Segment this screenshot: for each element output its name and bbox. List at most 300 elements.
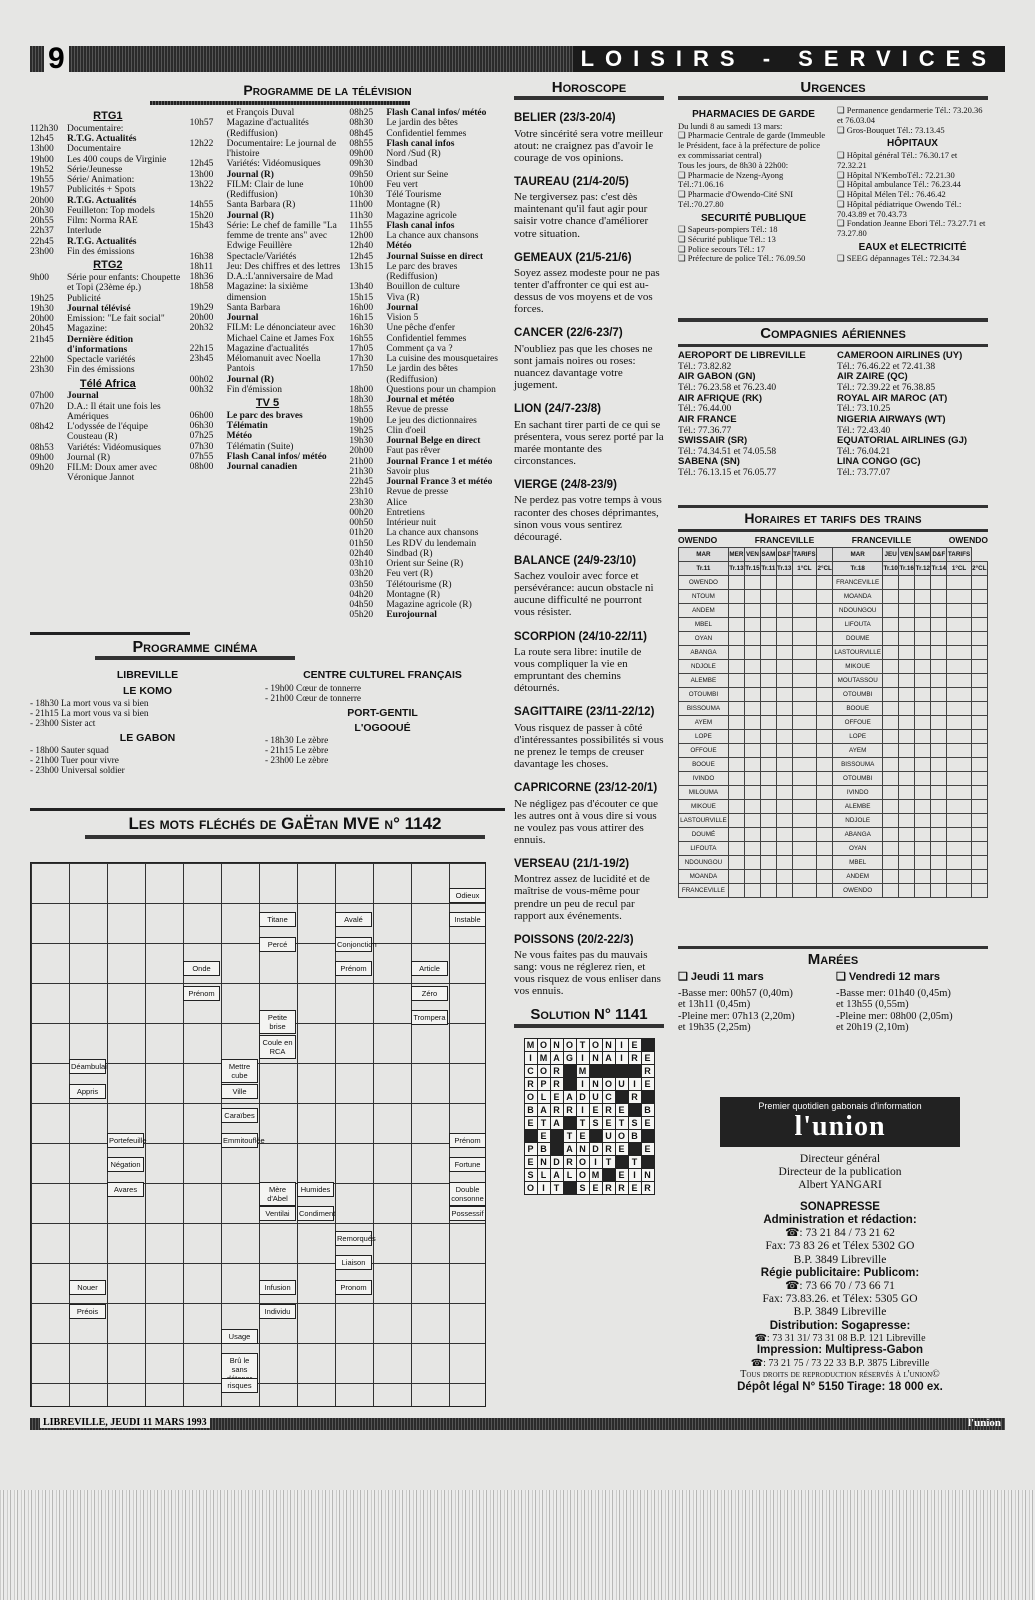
train-cell [776, 688, 792, 702]
solution-cell: P [524, 1142, 537, 1155]
train-cell [792, 744, 816, 758]
train-cell [817, 842, 833, 856]
tv-time: 11h30 [349, 210, 373, 221]
train-cell [931, 604, 947, 618]
tv-show: Journal France 3 et météo [386, 477, 493, 488]
train-cell [744, 716, 760, 730]
solution-cell: E [537, 1129, 550, 1142]
tv-show: Vision 5 [386, 313, 419, 324]
tv-time: 22h45 [349, 477, 374, 488]
train-cell [792, 786, 816, 800]
train-cell [792, 688, 816, 702]
train-cell [817, 772, 833, 786]
urgences-line: ❑ Permanence gendarmerie Tél.: 73.20.36 et 76.03.04 [837, 105, 983, 125]
tv-program-row [349, 487, 505, 497]
solution-cell [641, 1038, 654, 1051]
tv-time: 16h30 [349, 323, 374, 334]
train-station-right: OYAN [833, 842, 883, 856]
tv-time: 20h45 [30, 324, 54, 335]
train-cell [947, 688, 971, 702]
crossword-clue: Conjonction [335, 937, 372, 952]
tv-program-row [349, 395, 505, 405]
tv-program-row [349, 385, 505, 395]
solution-cell: A [537, 1103, 550, 1116]
marees-d2-l1: et 13h55 (0,55m) [836, 999, 909, 1011]
tv-time: 11h00 [349, 200, 373, 211]
train-cell [899, 842, 915, 856]
solution-cell: D [576, 1090, 589, 1103]
tv-show: Alice [386, 497, 407, 508]
train-cell [931, 576, 947, 590]
train-sub-row [679, 562, 988, 576]
train-station-right: OTOUMBI [833, 772, 883, 786]
train-station-right: OFFOUE [833, 716, 883, 730]
union-logo: l'union [794, 1111, 886, 1142]
tv-time: 21h45 [30, 334, 54, 345]
urgences-line: ❑ Préfecture de police Tél.: 76.09.50 [678, 253, 806, 264]
tv-program-row [349, 190, 505, 200]
tv-show: Télématin (Suite) [226, 441, 294, 452]
train-cell [931, 828, 947, 842]
solution-cell: E [641, 1077, 654, 1090]
train-station-right: ABANGA [833, 828, 883, 842]
train-cell [899, 632, 915, 646]
solution-cell: I [628, 1168, 641, 1181]
tv-show: Magazine: la sixième dimension [226, 282, 308, 303]
solution-cell [641, 1090, 654, 1103]
train-cell [744, 884, 760, 898]
tv-time: 04h50 [349, 600, 374, 611]
union-rights: Tous droits de reproduction réservés à l'union© [740, 1369, 940, 1381]
solution-row [524, 1142, 654, 1155]
cinema-venue: LIBREVILLE [116, 669, 179, 682]
tv-show: Publicités + Spots [67, 185, 136, 196]
train-row [679, 772, 988, 786]
tv-show: Viva (R) [386, 292, 420, 303]
train-cell [883, 618, 899, 632]
tv-program-row [349, 467, 505, 477]
solution-cell: R [602, 1103, 615, 1116]
crossword-title: Les mots fléchés de GaËtan MVE n° 1142 [85, 815, 485, 839]
tv-program-row [349, 282, 505, 292]
train-cell [761, 828, 777, 842]
train-cell [792, 618, 816, 632]
train-cell [728, 842, 744, 856]
tv-show: Sindbad (R) [386, 548, 433, 559]
tv-show: Flash canal infos [386, 220, 455, 231]
train-sub-cell: Tr.10 [883, 562, 899, 576]
tv-show: Savoir plus [386, 466, 430, 477]
crossword-clue: Zéro [411, 986, 448, 1001]
train-sub-cell: Tr.12 [915, 562, 931, 576]
tv-program-row [190, 252, 346, 262]
train-cell [899, 758, 915, 772]
tv-time: 21h00 [349, 456, 374, 467]
train-cell [915, 576, 931, 590]
train-cell [883, 674, 899, 688]
solution-cell: E [524, 1155, 537, 1168]
train-station-right: ANDEM [833, 870, 883, 884]
solution-cell: S [576, 1181, 589, 1194]
train-cell [971, 744, 987, 758]
horoscope-text: Montrez assez de lucidité et de maîtrise de vous-même pour prendre un peu de recul par rapport aux événements. [514, 873, 650, 922]
train-cell [971, 660, 987, 674]
solution-cell: R [550, 1064, 563, 1077]
solution-cell: I [524, 1051, 537, 1064]
tv-time: 09h50 [349, 169, 374, 180]
train-cell [971, 590, 987, 604]
train-cell [915, 842, 931, 856]
crossword-clue: Article [411, 961, 448, 976]
marees-day-1-label: ❑ Jeudi 11 mars [678, 971, 764, 984]
tv-channel-heading: RTG2 [93, 259, 123, 272]
train-cell [761, 884, 777, 898]
train-cell [792, 842, 816, 856]
crossword-clue: Appris [69, 1084, 106, 1099]
tv-program-row [349, 436, 505, 446]
train-cell [761, 632, 777, 646]
airlines [678, 318, 988, 479]
tv-show: Le parc des braves [226, 410, 303, 421]
train-cell [915, 590, 931, 604]
tv-show: Questions pour un champion [386, 384, 496, 395]
tv-show: Montagne (R) [386, 200, 440, 211]
tv-time: 18h11 [189, 261, 214, 272]
tv-program-row [190, 200, 346, 210]
tv-program-row [190, 180, 346, 201]
tv-time: 19h29 [189, 302, 214, 313]
tv-show: Journal télévisé [67, 303, 131, 314]
tv-time: 09h30 [349, 159, 374, 170]
union-line-0: Directeur général [799, 1153, 881, 1165]
airline-phone: Tél.: 73.77.07 [837, 468, 891, 479]
train-cell [776, 632, 792, 646]
train-cell [776, 590, 792, 604]
airline-name: EQUATORIAL AIRLINES (GJ) [837, 435, 968, 447]
train-sub-cell: 2°CL [817, 562, 833, 576]
train-cell [817, 814, 833, 828]
tv-time: 08h25 [349, 108, 374, 119]
tv-program-row [349, 334, 505, 344]
solution-cell: T [537, 1116, 550, 1129]
train-row [679, 590, 988, 604]
train-cell [931, 884, 947, 898]
union-bp2: B.P. 3849 Libreville [793, 1306, 887, 1319]
solution-cell: R [628, 1090, 641, 1103]
tv-time: 18h55 [349, 405, 374, 416]
tv-program-row [190, 344, 346, 354]
train-cell [899, 674, 915, 688]
train-cell [915, 618, 931, 632]
tv-time: 07h00 [30, 391, 54, 402]
marees-d2-l3: et 20h19 (2,10m) [836, 1022, 909, 1034]
cinema-showing: - 23h00 Universal soldier [30, 766, 125, 777]
horoscope-text: Soyez assez modeste pour ne pas tenter d'affronter ce qui est au-dessus de vos moyens et de vos forces. [514, 267, 660, 316]
crossword-clue: Préois [69, 1304, 106, 1319]
solution-cell: D [589, 1142, 602, 1155]
tv-show: Feu vert (R) [386, 569, 433, 580]
tv-show: Bouillon de culture [386, 282, 460, 293]
train-cell [761, 800, 777, 814]
train-cell [761, 814, 777, 828]
crossword-clue: Double consonne [449, 1182, 486, 1206]
solution-cell: I [615, 1051, 628, 1064]
horoscope-list [514, 112, 664, 997]
tv-time: 16h00 [349, 302, 374, 313]
train-cell [971, 842, 987, 856]
train-cell [744, 856, 760, 870]
tv-time: 03h10 [349, 559, 374, 570]
tv-program-row [190, 108, 346, 118]
airline-phone: Tél.: 76.46.22 et 72.41.38 [837, 361, 936, 372]
horoscope-sign: CANCER (22/6-23/7) [514, 327, 623, 340]
cinema-right-column [265, 666, 500, 776]
airline-name: SWISSAIR (SR) [678, 435, 748, 447]
train-cell [971, 730, 987, 744]
tv-time: 07h30 [189, 441, 214, 452]
train-sub-cell: 2°CL [971, 562, 987, 576]
train-cell [728, 632, 744, 646]
urgences-line: ❑ Sécurité publique Tél.: 13 [678, 233, 776, 244]
urgences-heading: PHARMACIES DE GARDE [692, 109, 815, 121]
tv-time: 09h20 [30, 463, 54, 474]
solution-cell: D [550, 1155, 563, 1168]
train-station-right: MBEL [833, 856, 883, 870]
tv-time: 08h45 [349, 128, 374, 139]
crossword-clue: Emmitouflée [221, 1133, 258, 1148]
train-cell [728, 702, 744, 716]
train-station-right: MOUTASSOU [833, 674, 883, 688]
train-cell [817, 702, 833, 716]
tv-time: 20h30 [30, 205, 54, 216]
train-station-left: ALEMBE [679, 674, 729, 688]
solution-cell: E [615, 1168, 628, 1181]
solution-cell: N [589, 1051, 602, 1064]
tv-time: 08h55 [349, 138, 374, 149]
tv-show: Magazine d'actualités (Rediffusion) [226, 118, 309, 139]
train-cell [817, 674, 833, 688]
train-cell [817, 744, 833, 758]
tv-time: 18h00 [349, 384, 374, 395]
solution-cell [550, 1129, 563, 1142]
tv-program-row [349, 446, 505, 456]
tv-program-row [349, 559, 505, 569]
solution-cell: I [576, 1051, 589, 1064]
train-cell [744, 870, 760, 884]
train-cell [899, 856, 915, 870]
train-cell [899, 660, 915, 674]
tv-show: Dernière édition d'informations [67, 334, 134, 355]
solution-cell: R [563, 1103, 576, 1116]
train-cell [744, 576, 760, 590]
train-cell [931, 618, 947, 632]
urgences-line: ❑ Hôpital ambulance Tél.: 76.23.44 [837, 179, 961, 190]
horoscope-text: Ne négligez pas d'écouter ce que les autres ont à vous dire si vous ne voulez pas vous attirer des ennuis. [514, 797, 658, 846]
tv-time: 01h20 [349, 528, 374, 539]
train-cell [899, 716, 915, 730]
train-cell [776, 646, 792, 660]
crossword-clue: Prénom [335, 961, 372, 976]
dir-franceville: FRANCEVILLE [754, 535, 815, 546]
train-cell [744, 590, 760, 604]
tv-channel-heading: TV 5 [255, 397, 280, 410]
tv-time: 10h57 [189, 118, 214, 129]
solution-cell: R [602, 1181, 615, 1194]
tv-show: Journal Suisse en direct [386, 251, 484, 262]
tv-time: 16h15 [349, 313, 374, 324]
train-cell [931, 646, 947, 660]
train-row [679, 674, 988, 688]
train-cell [915, 884, 931, 898]
tv-program-row [190, 139, 346, 160]
tv-time: 08h42 [30, 422, 54, 433]
tv-time: 01h50 [349, 538, 374, 549]
train-cell [761, 856, 777, 870]
train-cell [728, 618, 744, 632]
cinema-showing: - 19h00 Cœur de tonnerre [265, 683, 362, 694]
train-head-cell: MER [728, 548, 744, 562]
tv-time: 18h36 [189, 272, 214, 283]
train-cell [761, 730, 777, 744]
tv-time: 22h00 [30, 355, 54, 366]
airlines-left [678, 351, 829, 479]
tv-show: Confidentiel femmes [386, 128, 467, 139]
tv-program-row [349, 313, 505, 323]
train-cell [947, 674, 971, 688]
train-cell [971, 688, 987, 702]
train-cell [792, 716, 816, 730]
tv-program-row [349, 518, 505, 528]
tv-show: Film: Norma RAE [67, 216, 138, 227]
tv-program-row [30, 175, 186, 185]
crossword-grid[interactable] [30, 862, 486, 1407]
tv-show: Météo [226, 431, 252, 442]
marees-d1-l3: et 19h35 (2,25m) [678, 1022, 751, 1034]
tv-time: 23h00 [30, 246, 54, 257]
tv-program-row [30, 165, 186, 175]
train-cell [792, 576, 816, 590]
train-station-left: OTOUMBI [679, 688, 729, 702]
tv-time: 19h30 [30, 303, 54, 314]
tv-program-row [190, 211, 346, 221]
tv-show: Une pêche d'enfer [386, 323, 456, 334]
solution-cell: O [537, 1064, 550, 1077]
tv-show: Mélomanuit avec Noella Pantois [226, 354, 321, 375]
train-cell [899, 688, 915, 702]
train-row [679, 646, 988, 660]
tv-program-row [190, 272, 346, 282]
tv-channel-heading: Télé Africa [79, 377, 136, 390]
crossword-clue: Prénom [183, 986, 220, 1001]
train-cell [792, 730, 816, 744]
train-cell [817, 576, 833, 590]
cinema-venue: PORT-GENTIL [347, 706, 418, 719]
train-cell [817, 618, 833, 632]
train-row [679, 870, 988, 884]
train-cell [776, 800, 792, 814]
train-cell [971, 702, 987, 716]
cinema-showing: - 21h15 La mort vous va si bien [30, 708, 149, 719]
urgences-line: ❑ Gros-Bouquet Tél.: 73.13.45 [837, 124, 945, 135]
tv-time: 13h15 [349, 261, 374, 272]
cinema-showing: - 18h30 La mort vous va si bien [30, 698, 149, 709]
solution-row [524, 1077, 654, 1090]
solution-row [524, 1181, 654, 1194]
train-cell [817, 828, 833, 842]
tv-program-row [30, 294, 186, 304]
train-cell [971, 604, 987, 618]
tv-show: Journal [67, 391, 99, 402]
tv-show: Documentaire [67, 144, 121, 155]
train-cell [776, 758, 792, 772]
tv-program-row [349, 354, 505, 364]
tv-time: 19h25 [30, 293, 54, 304]
tv-time: 16h55 [349, 333, 374, 344]
solution-cell: O [524, 1181, 537, 1194]
train-cell [744, 632, 760, 646]
train-cell [883, 604, 899, 618]
train-cell [931, 870, 947, 884]
tv-show: La chance aux chansons [386, 231, 479, 242]
crossword-section [30, 808, 505, 839]
tv-show: Documentaire: Le journal de l'histoire [226, 138, 337, 160]
tv-program-row [190, 313, 346, 323]
tv-program-row [30, 206, 186, 216]
train-row [679, 758, 988, 772]
train-head-cell: SAM [761, 548, 777, 562]
train-cell [899, 884, 915, 898]
train-cell [915, 674, 931, 688]
tv-program-row [190, 323, 346, 344]
train-cell [899, 828, 915, 842]
train-station-right: DOUME [833, 632, 883, 646]
train-cell [776, 772, 792, 786]
tv-time: 06h00 [189, 410, 214, 421]
train-head-cell [817, 548, 833, 562]
train-cell [899, 618, 915, 632]
tv-show: Télétourisme (R) [386, 579, 452, 590]
tv-program-row [30, 402, 186, 423]
tv-time: 13h22 [189, 179, 214, 190]
train-station-left: LOPE [679, 730, 729, 744]
solution-cell: E [550, 1090, 563, 1103]
train-cell [931, 730, 947, 744]
airline-name: AEROPORT DE LIBREVILLE [678, 350, 806, 362]
train-cell [728, 744, 744, 758]
tv-time: 13h00 [189, 169, 214, 180]
tv-program-row [349, 610, 505, 620]
train-cell [817, 590, 833, 604]
tv-show: Journal [226, 313, 259, 324]
tv-time: 13h00 [30, 144, 54, 155]
union-imp: Impression: Multipress-Gabon [756, 1344, 924, 1357]
tv-show: R.T.G. Actualités [67, 195, 137, 206]
solution-cell: L [563, 1168, 576, 1181]
solution-cell [563, 1064, 576, 1077]
train-cell [776, 618, 792, 632]
train-cell [792, 632, 816, 646]
airline-phone: Tél.: 77.36.77 [678, 425, 732, 436]
train-cell [744, 618, 760, 632]
tv-program-row [349, 416, 505, 426]
tv-show: Fin des émissions [67, 365, 135, 376]
train-cell [883, 716, 899, 730]
tv-show: Le jeu des dictionnaires [386, 415, 477, 426]
tv-show: Télé Tourisme [386, 190, 442, 201]
train-sub-cell: Tr.16 [899, 562, 915, 576]
tv-time: 20h55 [30, 216, 54, 227]
solution-cell: R [550, 1103, 563, 1116]
